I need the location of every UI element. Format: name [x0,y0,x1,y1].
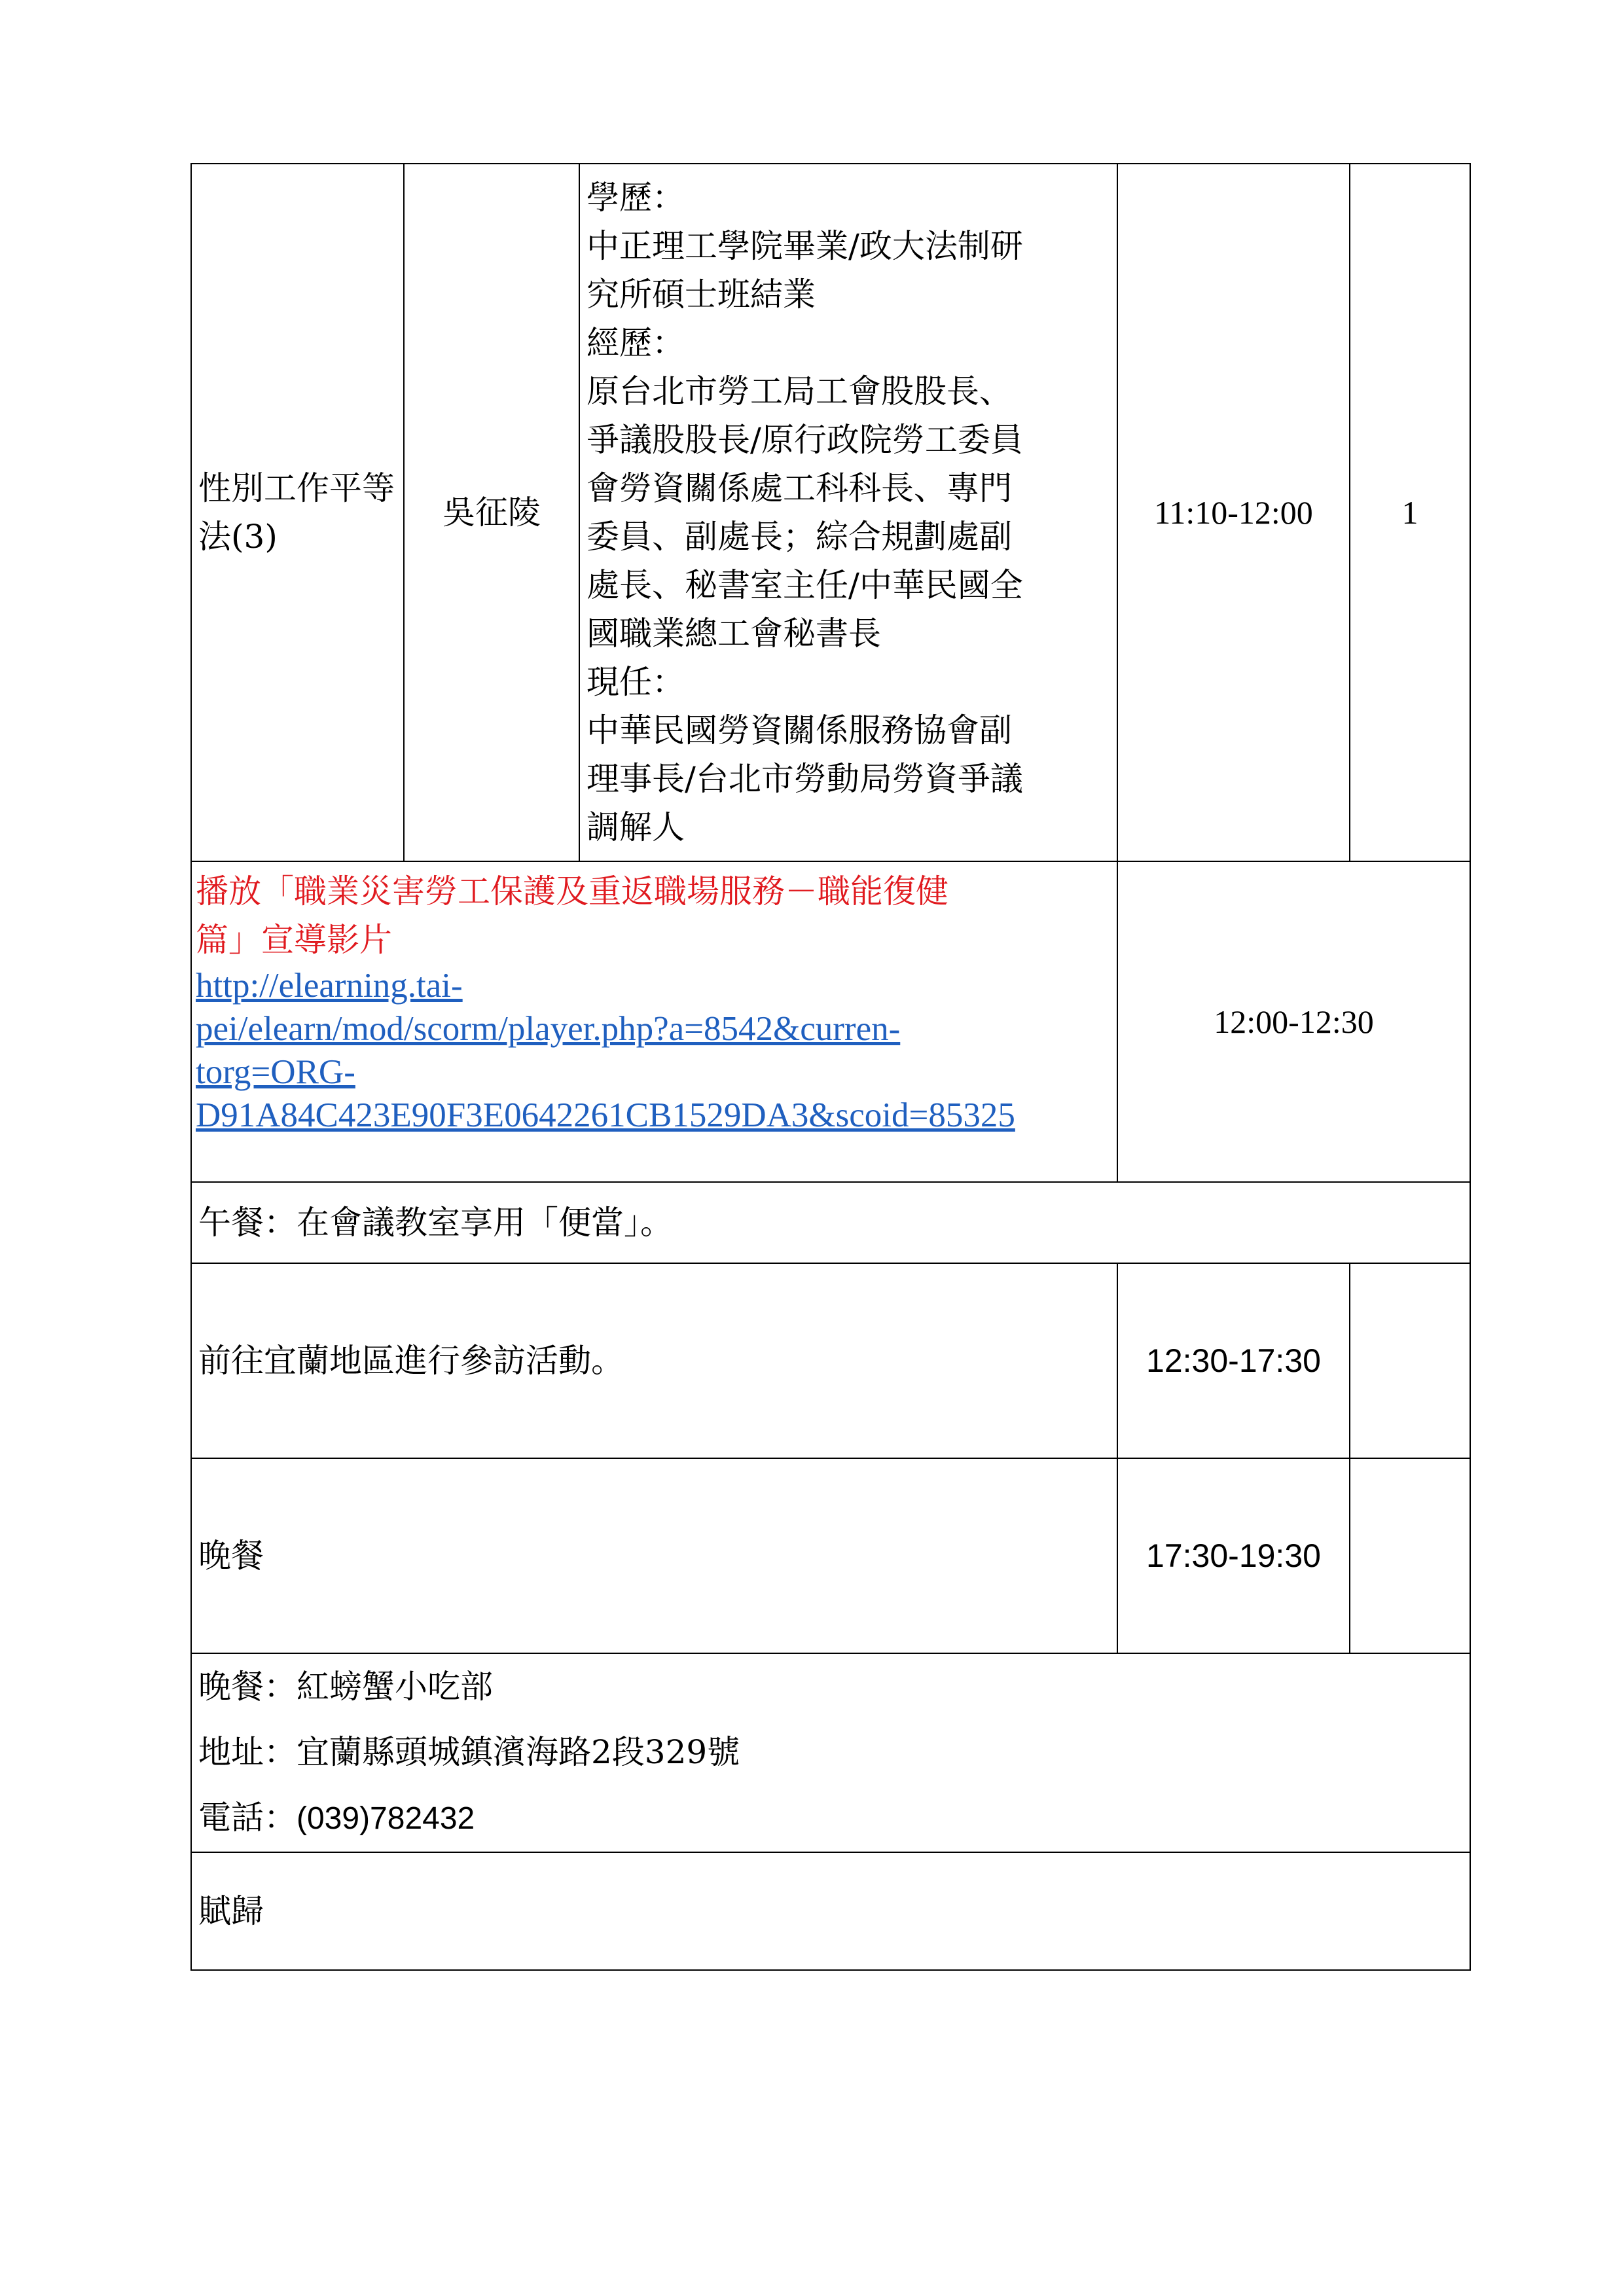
visit-row [191,1263,1470,1458]
dinner-time: 17:30-19:30 [1146,1537,1321,1574]
phone-label: 電話： [198,1799,297,1837]
video-url-line: D91A84C423E90F3E0642261CB1529DA3&scoid=85325 [196,1096,1015,1134]
schedule-table [190,163,1471,1971]
teacher-cell [404,164,579,861]
return-text: 賦歸 [198,1892,264,1930]
session-time-cell [1117,164,1350,861]
lunch-text: 午餐：在會議教室享用「便當」。 [198,1204,673,1242]
restaurant-address: 地址：宜蘭縣頭城鎮濱海路2段329號 [198,1733,740,1771]
session-time: 11:10-12:00 [1154,494,1313,531]
bio-line: 學歷： [586,179,685,217]
bio-line: 處長、秘書室主任/中華民國全 [586,566,1023,604]
video-title-line: 播放「職業災害勞工保護及重返職場服務－職能復健 [196,872,948,910]
video-row [191,861,1470,1182]
video-url-link[interactable] [196,964,1114,1137]
video-url-line: http://elearning.tai- [196,967,463,1005]
course-name: 性別工作平等法(3) [198,469,395,556]
return-row [191,1852,1470,1970]
bio-line: 究所碩士班結業 [586,276,816,314]
restaurant-name: 晚餐：紅螃蟹小吃部 [198,1668,493,1706]
restaurant-phone [198,1785,1463,1852]
visit-time: 12:30-17:30 [1146,1342,1321,1379]
video-time-cell [1117,861,1470,1182]
bio-line: 爭議股股長/原行政院勞工委員 [586,421,1023,459]
phone-number: (039)782432 [297,1801,475,1836]
bio-line: 現任： [586,663,685,701]
video-cell [191,861,1117,1182]
visit-cell [191,1263,1117,1458]
teacher-name: 吳征陵 [442,493,541,531]
bio-line: 經歷： [586,324,685,362]
video-url-line: torg=ORG- [196,1053,355,1091]
restaurant-cell [191,1653,1470,1852]
dinner-hours-cell [1350,1458,1470,1653]
dinner-time-cell [1117,1458,1350,1653]
visit-time-cell [1117,1263,1350,1458]
video-title-line: 篇」宣導影片 [196,921,392,959]
bio-line: 調解人 [586,808,685,846]
bio-line: 國職業總工會秘書長 [586,615,881,653]
bio-line: 中華民國勞資關係服務協會副 [586,711,1012,749]
bio-line: 原台北市勞工局工會股股長、 [586,372,1012,410]
bio-line: 委員、副處長；綜合規劃處副 [586,518,1012,556]
session-row [191,164,1470,861]
video-url-line: pei/elearn/mod/scorm/player.php?a=8542&curren- [196,1010,901,1048]
video-time: 12:00-12:30 [1214,1003,1374,1040]
lunch-row [191,1182,1470,1263]
lunch-cell [191,1182,1470,1263]
session-hours: 1 [1401,494,1418,531]
visit-hours-cell [1350,1263,1470,1458]
bio-line: 中正理工學院畢業/政大法制研 [586,227,1023,265]
teacher-bio-cell [579,164,1117,861]
return-cell [191,1852,1470,1970]
dinner-cell [191,1458,1117,1653]
visit-text: 前往宜蘭地區進行參訪活動。 [198,1342,624,1380]
session-hours-cell [1350,164,1470,861]
dinner-text: 晚餐 [198,1537,264,1575]
bio-line: 會勞資關係處工科科長、專門 [586,469,1012,507]
course-name-cell [191,164,404,861]
bio-line: 理事長/台北市勞動局勞資爭議 [586,760,1023,798]
dinner-row [191,1458,1470,1653]
restaurant-row [191,1653,1470,1852]
